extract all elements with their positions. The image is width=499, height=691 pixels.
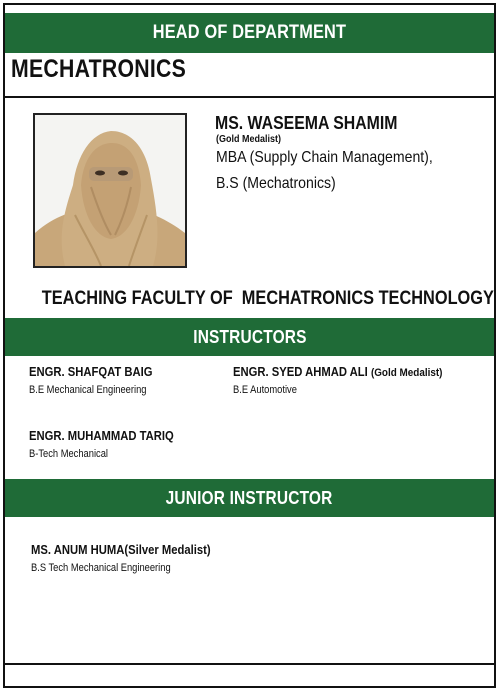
instructor-degree: B-Tech Mechanical [29, 448, 108, 460]
page-frame [3, 3, 496, 688]
hod-degree-1: MBA (Supply Chain Management), [216, 149, 433, 166]
hod-name: MS. WASEEMA SHAMIM [215, 113, 398, 133]
instructor-name-text: ENGR. SHAFQAT BAIG [29, 365, 153, 379]
instructor-name [29, 429, 174, 443]
hod-photo [33, 113, 187, 268]
instructor-award: (Gold Medalist) [370, 367, 443, 379]
instructors-title: INSTRUCTORS [192, 327, 307, 347]
header-title: HEAD OF DEPARTMENT [152, 22, 347, 43]
department-name: MECHATRONICS [11, 55, 187, 83]
instructor-name-text: ENGR. SYED AHMAD ALI [233, 365, 368, 379]
instructor-name-text: ENGR. MUHAMMAD TARIQ [29, 429, 174, 443]
junior-instructor-name [31, 543, 211, 557]
hod-degree-2: B.S (Mechatronics) [216, 175, 336, 192]
header-band [5, 13, 494, 53]
hod-portrait-image [35, 115, 185, 266]
junior-instructor-name-text: MS. ANUM HUMA(Silver Medalist) [31, 543, 211, 557]
instructor-name [29, 365, 153, 379]
faculty-heading-text: TEACHING FACULTY OF MECHATRONICS TECHNOLOGY [41, 288, 494, 309]
instructor-degree: B.E Automotive [233, 384, 297, 396]
bottom-divider [5, 663, 494, 665]
junior-instructor-degree: B.S Tech Mechanical Engineering [31, 562, 171, 574]
junior-instructor-band [5, 479, 494, 517]
divider [5, 96, 494, 98]
instructors-band [5, 318, 494, 356]
hod-award: (Gold Medalist) [216, 134, 282, 145]
instructor-name [233, 365, 442, 379]
junior-instructor-title: JUNIOR INSTRUCTOR [166, 488, 333, 508]
instructor-degree: B.E Mechanical Engineering [29, 384, 147, 396]
faculty-heading [5, 288, 494, 310]
